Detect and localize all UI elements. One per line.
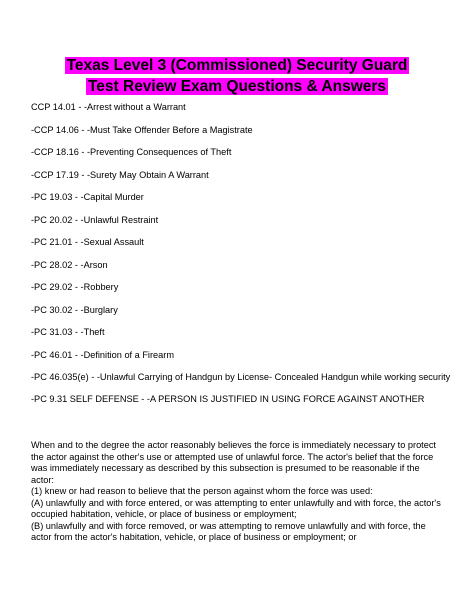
statute-entry: -PC 9.31 SELF DEFENSE - -A PERSON IS JUSTIFIED IN USING FORCE AGAINST ANOTHER xyxy=(31,394,425,404)
statute-list xyxy=(31,101,451,405)
statute-entry: -PC 31.03 - -Theft xyxy=(31,327,105,337)
law-paragraph: (B) unlawfully and with force removed, or was attempting to remove unlawfully and with force, the actor from the actor's habitation, vehicle, or place of business or employment; or xyxy=(31,520,426,542)
statute-entry: -CCP 14.06 - -Must Take Offender Before a Magistrate xyxy=(31,124,253,135)
statute-entry: -PC 19.03 - -Capital Murder xyxy=(31,192,144,202)
page-title xyxy=(0,55,474,97)
statute-entry: -PC 29.02 - -Robbery xyxy=(31,282,119,292)
statute-entry: CCP 14.01 - -Arrest without a Warrant xyxy=(31,102,186,112)
title-line-2: Test Review Exam Questions & Answers xyxy=(87,78,387,95)
self-defense-text xyxy=(31,440,445,544)
law-paragraph: (A) unlawfully and with force entered, or was attempting to enter unlawfully and with force, the actor's occupied habitation, vehicle, or place of business or employment; xyxy=(31,497,441,519)
law-paragraph: (1) knew or had reason to believe that the person against whom the force was used: xyxy=(31,486,373,496)
title-line-1: Texas Level 3 (Commissioned) Security Guard xyxy=(66,57,408,74)
statute-entry: -PC 21.01 - -Sexual Assault xyxy=(31,237,144,247)
statute-entry: -CCP 18.16 - -Preventing Consequences of Theft xyxy=(31,147,232,157)
statute-entry: -PC 46.01 - -Definition of a Firearm xyxy=(31,349,174,360)
law-paragraph: When and to the degree the actor reasonably believes the force is immediately necessary to protect the actor against the other's use or attempted use of unlawful force. The actor's belief that the force was immediately necessary as described by this subsection is presumed to be reasonable if the actor: xyxy=(31,440,436,485)
statute-entry: -PC 28.02 - -Arson xyxy=(31,259,108,270)
statute-entry: -CCP 17.19 - -Surety May Obtain A Warrant xyxy=(31,169,209,180)
statute-entry: -PC 20.02 - -Unlawful Restraint xyxy=(31,214,159,225)
statute-entry: -PC 46.035(e) - -Unlawful Carrying of Handgun by License- Concealed Handgun while working security xyxy=(31,372,451,382)
statute-entry: -PC 30.02 - -Burglary xyxy=(31,304,118,315)
